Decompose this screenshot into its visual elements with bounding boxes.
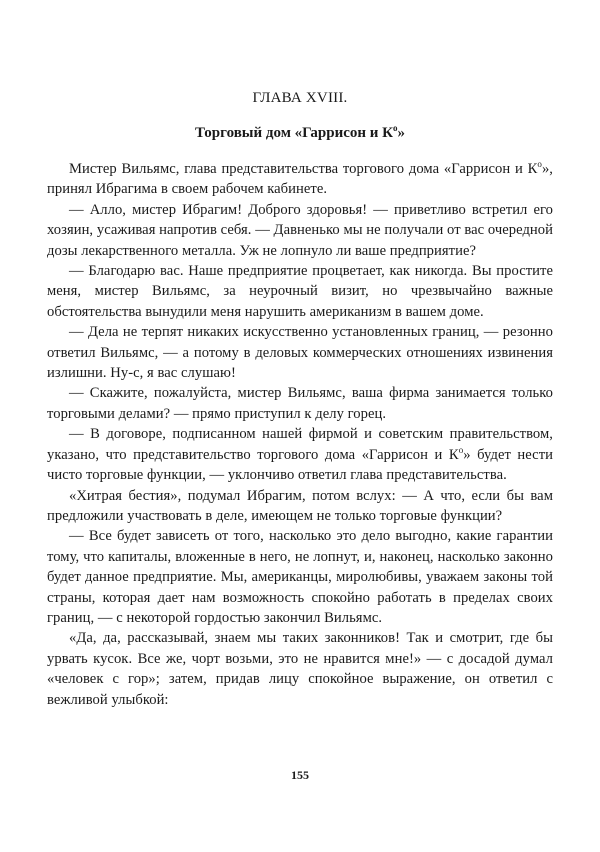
page-number: 155 bbox=[291, 768, 309, 782]
chapter-heading: ГЛАВА XVIII. bbox=[252, 90, 348, 106]
paragraph: Мистер Вильямс, глава представительства торгового дома «Гаррисон и $К^о$», принял Ибрагима в своем рабочем кабинете. bbox=[47, 159, 553, 198]
body-text bbox=[47, 159, 553, 710]
paragraph: «Хитрая бестия», подумал Ибрагим, потом вслух: — А что, если бы вам предложили участвовать в деле, имеющем не только торговые функции? bbox=[47, 487, 553, 524]
paragraph: — Алло, мистер Ибрагим! Доброго здоровья! — приветливо встретил его хозяин, усаживая напротив себя. — Давненько мы не получали от вас очередной дозы лекарственного металла. Уж не лопнуло ли ваше предприятие? bbox=[47, 201, 553, 259]
paragraph: — Дела не терпят никаких искусственно установленных границ, — резонно ответил Вильямс, — а потому в деловых коммерческих отношениях извинения излишни. Ну-с, я вас слушаю! bbox=[47, 324, 553, 382]
paragraph: «Да, да, рассказывай, знаем мы таких законников! Так и смотрит, где бы урвать кусок. Все же, чорт возьми, это не нравится мне!» — с досадой думал «человек с гор»; затем, придав лицу спокойное выражение, он ответил с вежливой улыбкой: bbox=[47, 630, 553, 708]
title-text: Торговый дом «Гаррисон и К bbox=[194, 125, 394, 141]
title-superscript: о bbox=[393, 123, 398, 133]
paragraph: — В договоре, подписанном нашей фирмой и советским правительством, указано, что представительство торгового дома «Гаррисон и $К^о$» будет нести чисто торговые функции, — уклончиво ответил глава представительства. bbox=[47, 426, 553, 484]
page-body bbox=[47, 90, 553, 710]
title-end: » bbox=[397, 125, 406, 141]
paragraph: — Все будет зависеть от того, насколько это дело выгодно, какие гарантии тому, что капиталы, вложенные в него, не лопнут, и, наконец, насколько законно будет данное предприятие. Мы, американцы, миролюбивы, уважаем законы той страны, которая дает нам возможность спокойно работать в пределах своих границ, — с некоторой гордостью закончил Вильямс. bbox=[47, 528, 553, 626]
paragraph: — Скажите, пожалуйста, мистер Вильямс, ваша фирма занимается только торговыми делами? — прямо приступил к делу горец. bbox=[47, 385, 553, 422]
chapter-title bbox=[47, 125, 553, 142]
paragraph: — Благодарю вас. Наше предприятие процветает, как никогда. Вы простите меня, мистер Вильямс, за неурочный визит, но чрезвычайно важные обстоятельства вынудили меня нарушить американизм в вашем доме. bbox=[47, 263, 553, 320]
